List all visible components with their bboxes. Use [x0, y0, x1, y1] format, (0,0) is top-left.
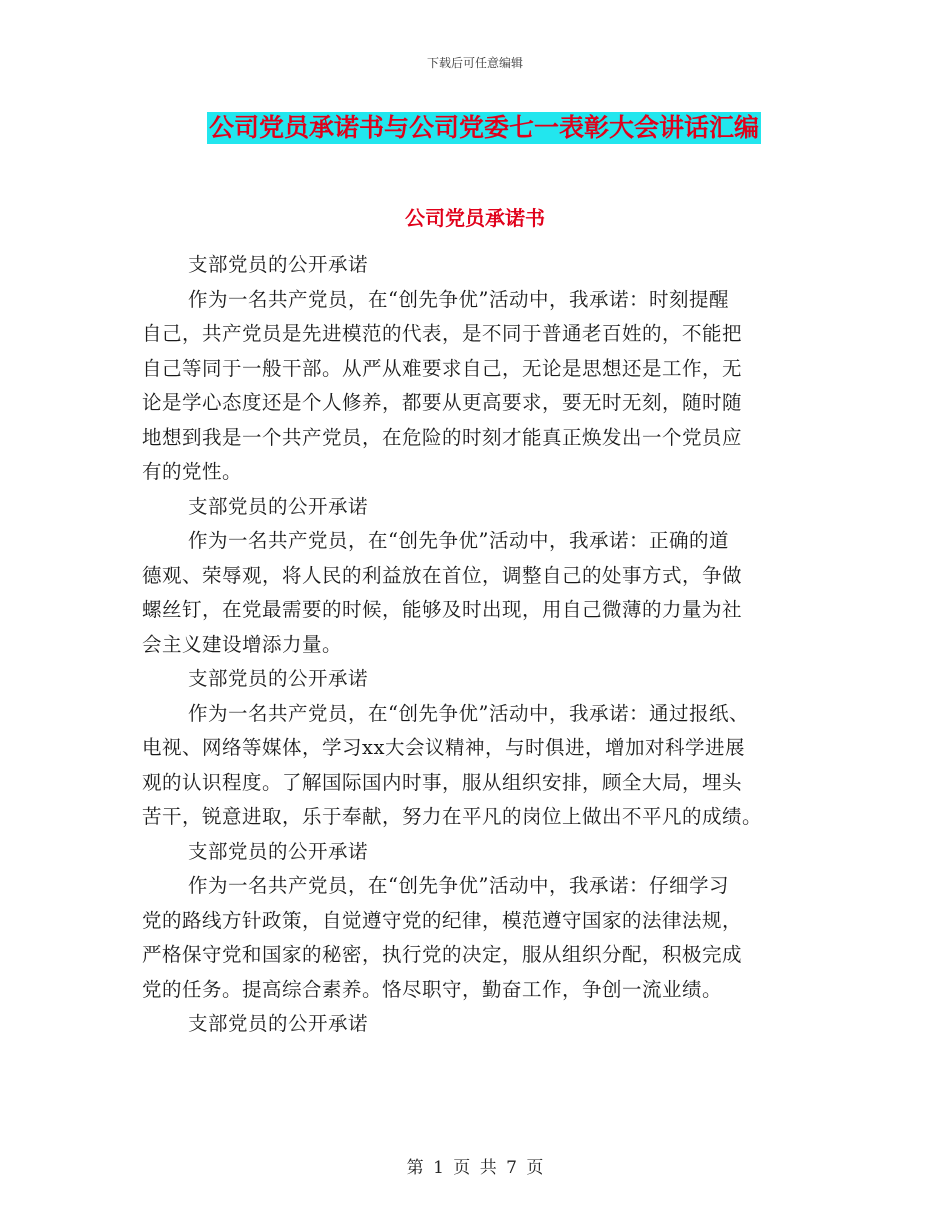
pledge-heading: 支部党员的公开承诺: [188, 253, 369, 276]
pledge-paragraph: [142, 283, 808, 490]
document-title: 公司党员承诺书与公司党委七一表彰大会讲话汇编: [209, 113, 760, 142]
text-line: 苦干，锐意进取，乐于奉献，努力在平凡的岗位上做出不平凡的成绩。: [142, 805, 763, 828]
pledge-paragraph: [142, 697, 808, 835]
text-line: 会主义建设增添力量。: [142, 632, 343, 656]
pledge-heading: 支部党员的公开承诺: [188, 667, 369, 690]
pledge-heading: 支部党员的公开承诺: [188, 1012, 369, 1035]
text-line: 作为一名共产党员，在“创先争优”活动中，我承诺：通过报纸、: [188, 701, 749, 725]
text-line: 有的党性。: [142, 460, 243, 483]
text-line: 德观、荣辱观，将人民的利益放在首位，调整自己的处事方式，争做: [142, 563, 743, 587]
pledge-paragraph: [142, 869, 808, 1007]
text-line: 作为一名共产党员，在“创先争优”活动中，我承诺：正确的道: [188, 529, 729, 552]
page-header: 下载后可任意编辑: [426, 56, 523, 70]
pledge-paragraph: [142, 524, 808, 662]
text-line: 螺丝钉，在党最需要的时候，能够及时出现，用自己微薄的力量为社: [142, 598, 743, 621]
page-footer: 第 1 页 共 7 页: [406, 1158, 544, 1178]
document-body: [142, 248, 808, 1042]
text-line: 电视、网络等媒体，学习xx大会议精神，与时俱进，增加对科学进展: [142, 736, 745, 759]
pledge-heading: 支部党员的公开承诺: [188, 494, 369, 518]
text-line: 党的任务。提高综合素养。恪尽职守，勤奋工作，争创一流业绩。: [142, 977, 723, 1001]
text-line: 作为一名共产党员，在“创先争优”活动中，我承诺：仔细学习: [188, 874, 729, 897]
section-title: 公司党员承诺书: [405, 206, 545, 230]
pledge-heading: 支部党员的公开承诺: [188, 839, 369, 863]
text-line: 严格保守党和国家的秘密，执行党的决定，服从组织分配，积极完成: [142, 943, 743, 966]
text-line: 论是学心态度还是个人修养，都要从更高要求，要无时无刻，随时随: [142, 391, 743, 414]
text-line: 地想到我是一个共产党员，在危险的时刻才能真正焕发出一个党员应: [142, 425, 743, 449]
text-line: 自己，共产党员是先进模范的代表，是不同于普通老百姓的，不能把: [142, 322, 743, 345]
text-line: 自己等同于一般干部。从严从难要求自己，无论是思想还是工作，无: [142, 356, 743, 380]
text-line: 观的认识程度。了解国际国内时事，服从组织安排，顾全大局，埋头: [142, 770, 743, 794]
text-line: 作为一名共产党员，在“创先争优”活动中，我承诺：时刻提醒: [188, 287, 729, 311]
text-line: 党的路线方针政策，自觉遵守党的纪律，模范遵守国家的法律法规，: [142, 908, 743, 932]
